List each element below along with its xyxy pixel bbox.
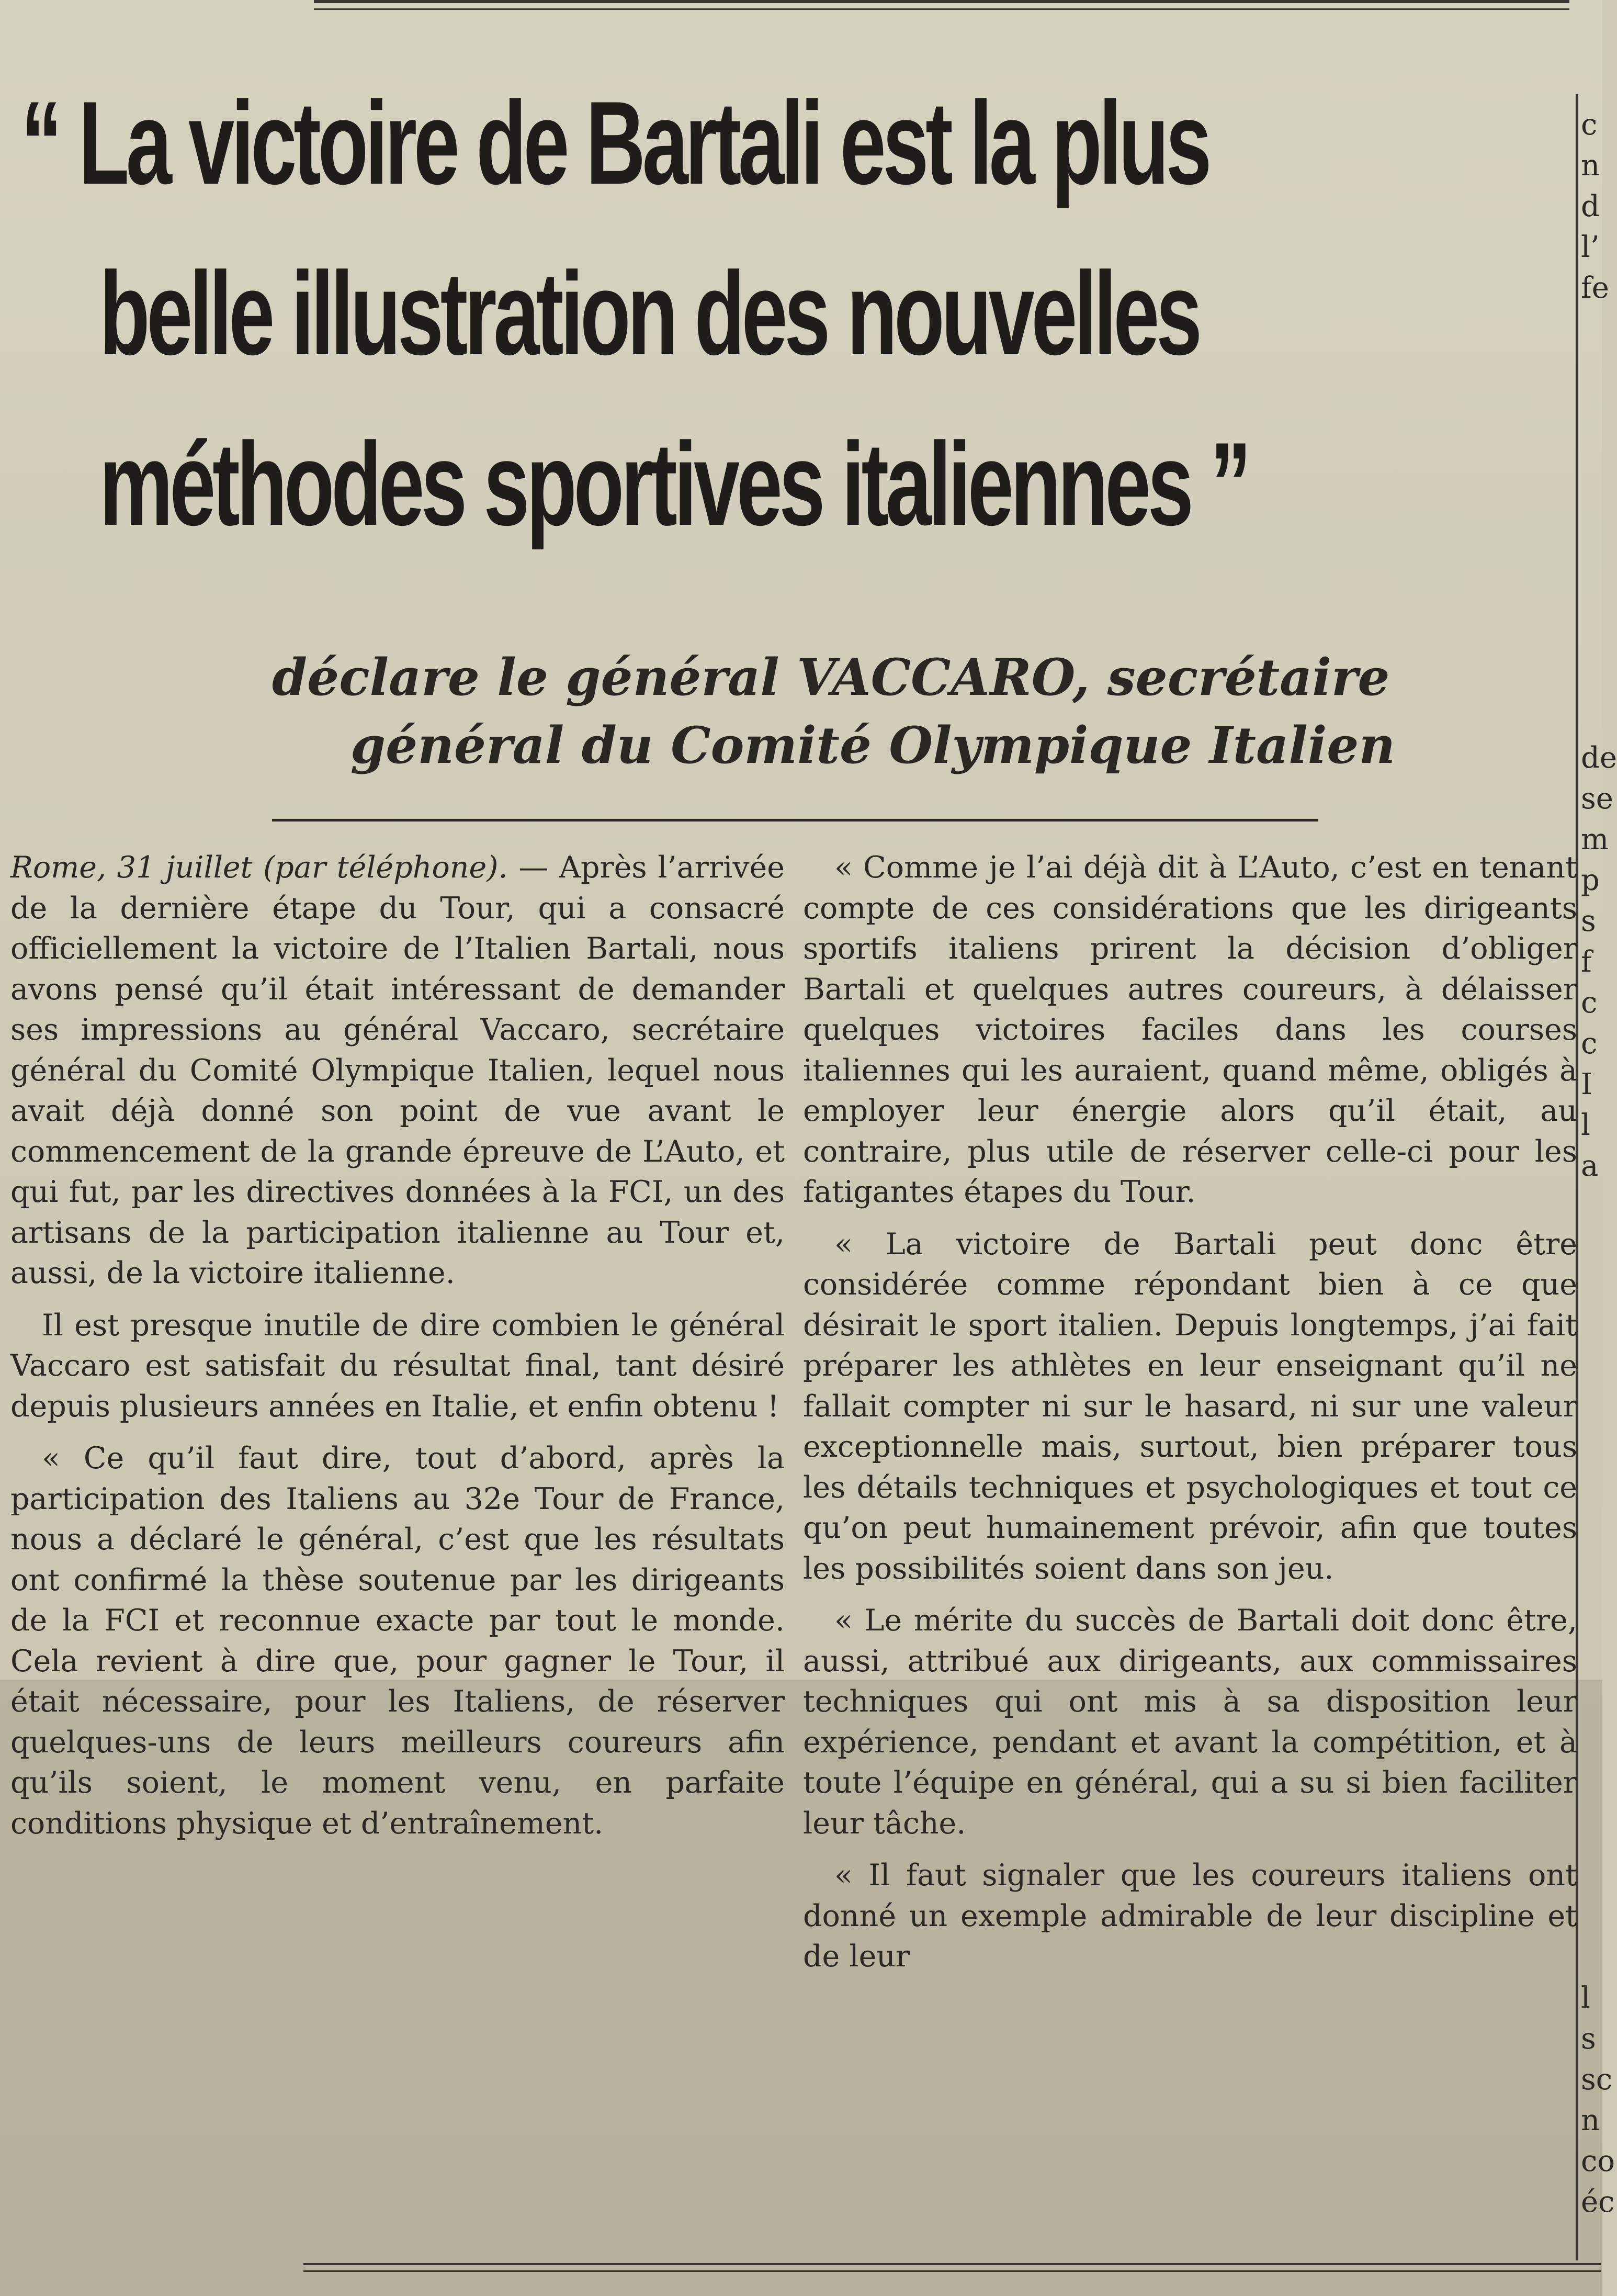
- margin-fragment: d: [1581, 189, 1600, 223]
- article-column-left: [10, 848, 785, 1855]
- article-paragraph: « Il faut signaler que les coureurs italiens ont donné un exemple admirable de leur discipline et de leur: [803, 1858, 1577, 1974]
- top-rule: [314, 0, 1569, 10]
- headline-line: méthodes sportives italiennes ”: [99, 418, 1249, 550]
- subheadline-line: déclare le général VACCARO, secrétaire: [272, 648, 1390, 707]
- subheadline-line: général du Comité Olympique Italien: [350, 716, 1396, 775]
- article-paragraph: Il est presque inutile de dire combien le général Vaccaro est satisfait du résultat final, tant désiré depuis plusieurs années en Italie, et enfin obtenu !: [10, 1308, 785, 1424]
- margin-fragment: I: [1581, 1067, 1593, 1101]
- margin-fragment: l’: [1581, 230, 1600, 264]
- headline-line: belle illustration des nouvelles: [99, 247, 1199, 379]
- margin-fragment: fe: [1581, 271, 1609, 305]
- subheadline-rule: [272, 819, 1318, 821]
- margin-fragment: se: [1581, 782, 1613, 816]
- margin-fragment: s: [1581, 2022, 1596, 2056]
- article-paragraph: « La victoire de Bartali peut donc être considérée comme répondant bien à ce que désirait le sport italien. Depuis longtemps, j’ai fait préparer les athlètes en leur enseignant qu’il ne fallait compter ni sur le hasard, ni sur une valeur exceptionnelle mais, surtout, bien préparer tous les détails techniques et psychologiques et tout ce qu’on peut humainement prévoir, afin que toutes les possibilités soient dans son jeu.: [803, 1226, 1577, 1586]
- margin-fragment: a: [1581, 1149, 1599, 1183]
- headline: [21, 58, 1559, 569]
- margin-fragment: de: [1581, 741, 1617, 775]
- margin-fragment: éc: [1581, 2185, 1615, 2219]
- margin-fragment: s: [1581, 904, 1596, 938]
- article-paragraph: « Comme je l’ai déjà dit à L’Auto, c’est en tenant compte de ces considérations que les dirigeants sportifs italiens prirent la décision d’obliger Bartali et quelques autres coureurs, à délaisser quelques victoires faciles dans les courses italiennes qui les auraient, quand même, obligés à employer leur énergie alors qu’il était, au contraire, plus utile de réserver celle-ci pour les fatigantes étapes du Tour.: [803, 850, 1577, 1209]
- adjacent-column-fragment-middle: [1581, 738, 1617, 1187]
- margin-fragment: f: [1581, 945, 1592, 979]
- subheadline: [272, 644, 1548, 780]
- margin-fragment: c: [1581, 108, 1598, 142]
- article-column-right: [803, 848, 1577, 1989]
- headline-line: “ La victoire de Bartali est la plus: [21, 76, 1209, 209]
- margin-fragment: n: [1581, 2103, 1600, 2137]
- article-paragraph: [10, 848, 785, 1294]
- margin-fragment: c: [1581, 986, 1598, 1020]
- dateline: Rome, 31 juillet (par téléphone).: [10, 850, 508, 885]
- margin-fragment: c: [1581, 1027, 1598, 1061]
- article-paragraph: « Ce qu’il faut dire, tout d’abord, après la participation des Italiens au 32e Tour de France, nous a déclaré le général, c’est que les résultats ont confirmé la thèse soutenue par les dirigeants de la FCI et reconnue exacte par tout le monde. Cela revient à dire que, pour gagner le Tour, il était nécessaire, pour les Italiens, de réserver quelques-uns de leurs meilleurs coureurs afin qu’ils soient, le moment venu, en parfaite conditions physique et d’entraînement.: [10, 1441, 785, 1841]
- bottom-rule: [303, 2263, 1601, 2272]
- margin-fragment: p: [1581, 863, 1600, 897]
- adjacent-column-fragment-top: [1581, 105, 1609, 309]
- margin-fragment: co: [1581, 2144, 1615, 2178]
- margin-fragment: n: [1581, 149, 1600, 183]
- adjacent-column-fragment-bottom: [1581, 1978, 1615, 2223]
- margin-fragment: l: [1581, 1981, 1590, 2015]
- margin-fragment: l: [1581, 1108, 1590, 1142]
- margin-fragment: m: [1581, 823, 1609, 857]
- paragraph-text: — Après l’arrivée de la dernière étape du Tour, qui a consacré officiellement la victoire de l’Italien Bartali, nous avons pensé qu’il était intéressant de demander ses impressions au général Vaccaro, secrétaire général du Comité Olympique Italien, lequel nous avait déjà donné son point de vue avant le commencement de la grande épreuve de L’Auto, et qui fut, par les directives données à la FCI, un des artisans de la participation italienne au Tour et, aussi, de la victoire italienne.: [10, 850, 785, 1290]
- margin-fragment: sc: [1581, 2063, 1613, 2097]
- article-paragraph: « Le mérite du succès de Bartali doit donc être, aussi, attribué aux dirigeants, aux commissaires techniques qui ont mis à sa disposition leur expérience, pendant et avant la compétition, et à toute l’équipe en général, qui a su si bien faciliter leur tâche.: [803, 1603, 1577, 1841]
